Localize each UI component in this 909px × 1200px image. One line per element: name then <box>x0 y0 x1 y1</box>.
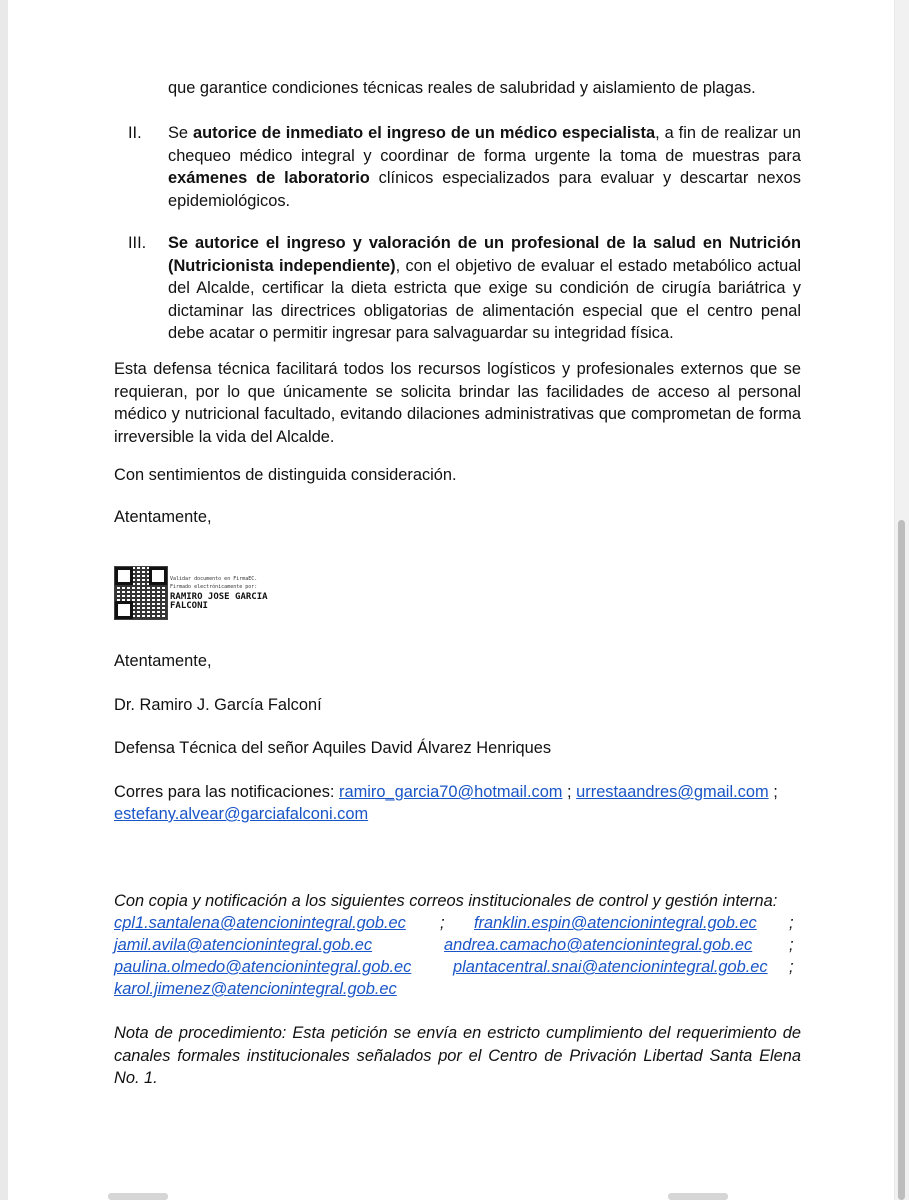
notifications-line <box>114 781 778 804</box>
item-ii-part-1: Se <box>168 124 193 142</box>
cc-email-plantacentral[interactable]: plantacentral.snai@atencionintegral.gob.ec <box>453 958 768 976</box>
cc-separator: ; <box>440 914 445 932</box>
page-edge-mark-right <box>668 1193 728 1200</box>
signature-signed-text: Firmado electrónicamente por: <box>170 584 258 590</box>
closing-line: Con sentimientos de distinguida consideración. <box>114 466 457 484</box>
sign-off-1: Atentamente, <box>114 508 212 526</box>
procedure-note: Nota de procedimiento: Esta petición se envía en estricto cumplimiento del requerimiento de canales formales institucionales señalados por el Centro de Privación Libertad Santa Elena No. 1. <box>114 1024 801 1087</box>
author-role: Defensa Técnica del señor Aquiles David Álvarez Henriques <box>114 739 552 757</box>
item-ii-bold-2: exámenes de laboratorio <box>168 169 370 187</box>
item-ii-part-2: , a fin de realizar un chequeo médico integral y coordinar de forma urgente la toma de muestras para <box>168 124 801 165</box>
item-iii-bold: Se autorice el ingreso y valoración de un profesional de la salud en Nutrición (Nutricionista independiente) <box>168 234 801 275</box>
document-page <box>8 0 894 1200</box>
cc-email-franklin[interactable]: franklin.espin@atencionintegral.gob.ec <box>474 914 757 932</box>
qr-finder-top-right <box>149 567 167 585</box>
cc-separator: ; <box>789 936 794 954</box>
signature-name-line-2: FALCONI <box>170 601 208 611</box>
item-ii-part-3: clínicos especializados para evaluar y descartar nexos epidemiológicos. <box>168 169 801 210</box>
cc-email-andrea[interactable]: andrea.camacho@atencionintegral.gob.ec <box>444 936 753 954</box>
cc-email-karol[interactable]: karol.jimenez@atencionintegral.gob.ec <box>114 980 397 998</box>
email-link-estefany[interactable]: estefany.alvear@garciafalconi.com <box>114 805 369 823</box>
cc-separator: ; <box>789 958 794 976</box>
continued-line: que garantice condiciones técnicas reales de salubridad y aislamiento de plagas. <box>168 79 756 97</box>
item-numeral-iii: III. <box>128 234 147 252</box>
item-ii-text <box>168 122 801 212</box>
page-edge-mark-left <box>108 1193 168 1200</box>
notifications-line-2 <box>114 803 368 826</box>
item-iii-text <box>168 232 801 345</box>
scrollbar-thumb[interactable] <box>898 520 905 1200</box>
cc-email-santalena[interactable]: cpl1.santalena@atencionintegral.gob.ec <box>114 914 406 932</box>
electronic-signature <box>114 566 284 621</box>
signature-name-line-1: RAMIRO JOSE GARCIA <box>170 592 268 602</box>
item-numeral-ii: II. <box>128 124 142 142</box>
email-link-urresta[interactable]: urrestaandres@gmail.com <box>576 783 769 801</box>
cc-separator: ; <box>789 914 794 932</box>
email-link-ramiro[interactable]: ramiro_garcia70@hotmail.com <box>339 783 563 801</box>
item-iii-part-2: , con el objetivo de evaluar el estado metabólico actual del Alcalde, certificar la dieta estricta que exige su condición de cirugía bariátrica y dictaminar las directrices obligatorias de alimentación especial que el centro penal debe acatar o permitir ingresar para salvaguardar su integridad física. <box>168 256 801 342</box>
item-ii-bold-1: autorice de inmediato el ingreso de un médico especialista <box>192 124 656 142</box>
cc-heading: Con copia y notificación a los siguientes correos institucionales de control y gestión interna: <box>114 892 778 910</box>
signature-validate-text: Validar documento en FirmaEC. <box>170 576 258 582</box>
author-name: Dr. Ramiro J. García Falconí <box>114 696 322 714</box>
notifications-separator-1: ; <box>567 783 572 801</box>
qr-finder-top-left <box>115 567 133 585</box>
cc-email-jamil[interactable]: jamil.avila@atencionintegral.gob.ec <box>114 936 373 954</box>
defense-paragraph: Esta defensa técnica facilitará todos los recursos logísticos y profesionales externos que se requieran, por lo que únicamente se solicita brindar las facilidades de acceso al personal médico y nutricional facultado, evitando dilaciones administrativas que comprometan de forma irreversible la vida del Alcalde. <box>114 360 801 446</box>
sign-off-2: Atentamente, <box>114 652 212 670</box>
notifications-label: Corres para las notificaciones: <box>114 783 340 801</box>
cc-email-paulina[interactable]: paulina.olmedo@atencionintegral.gob.ec <box>114 958 412 976</box>
qr-finder-bottom-left <box>115 601 133 619</box>
notifications-separator-2: ; <box>773 783 778 801</box>
